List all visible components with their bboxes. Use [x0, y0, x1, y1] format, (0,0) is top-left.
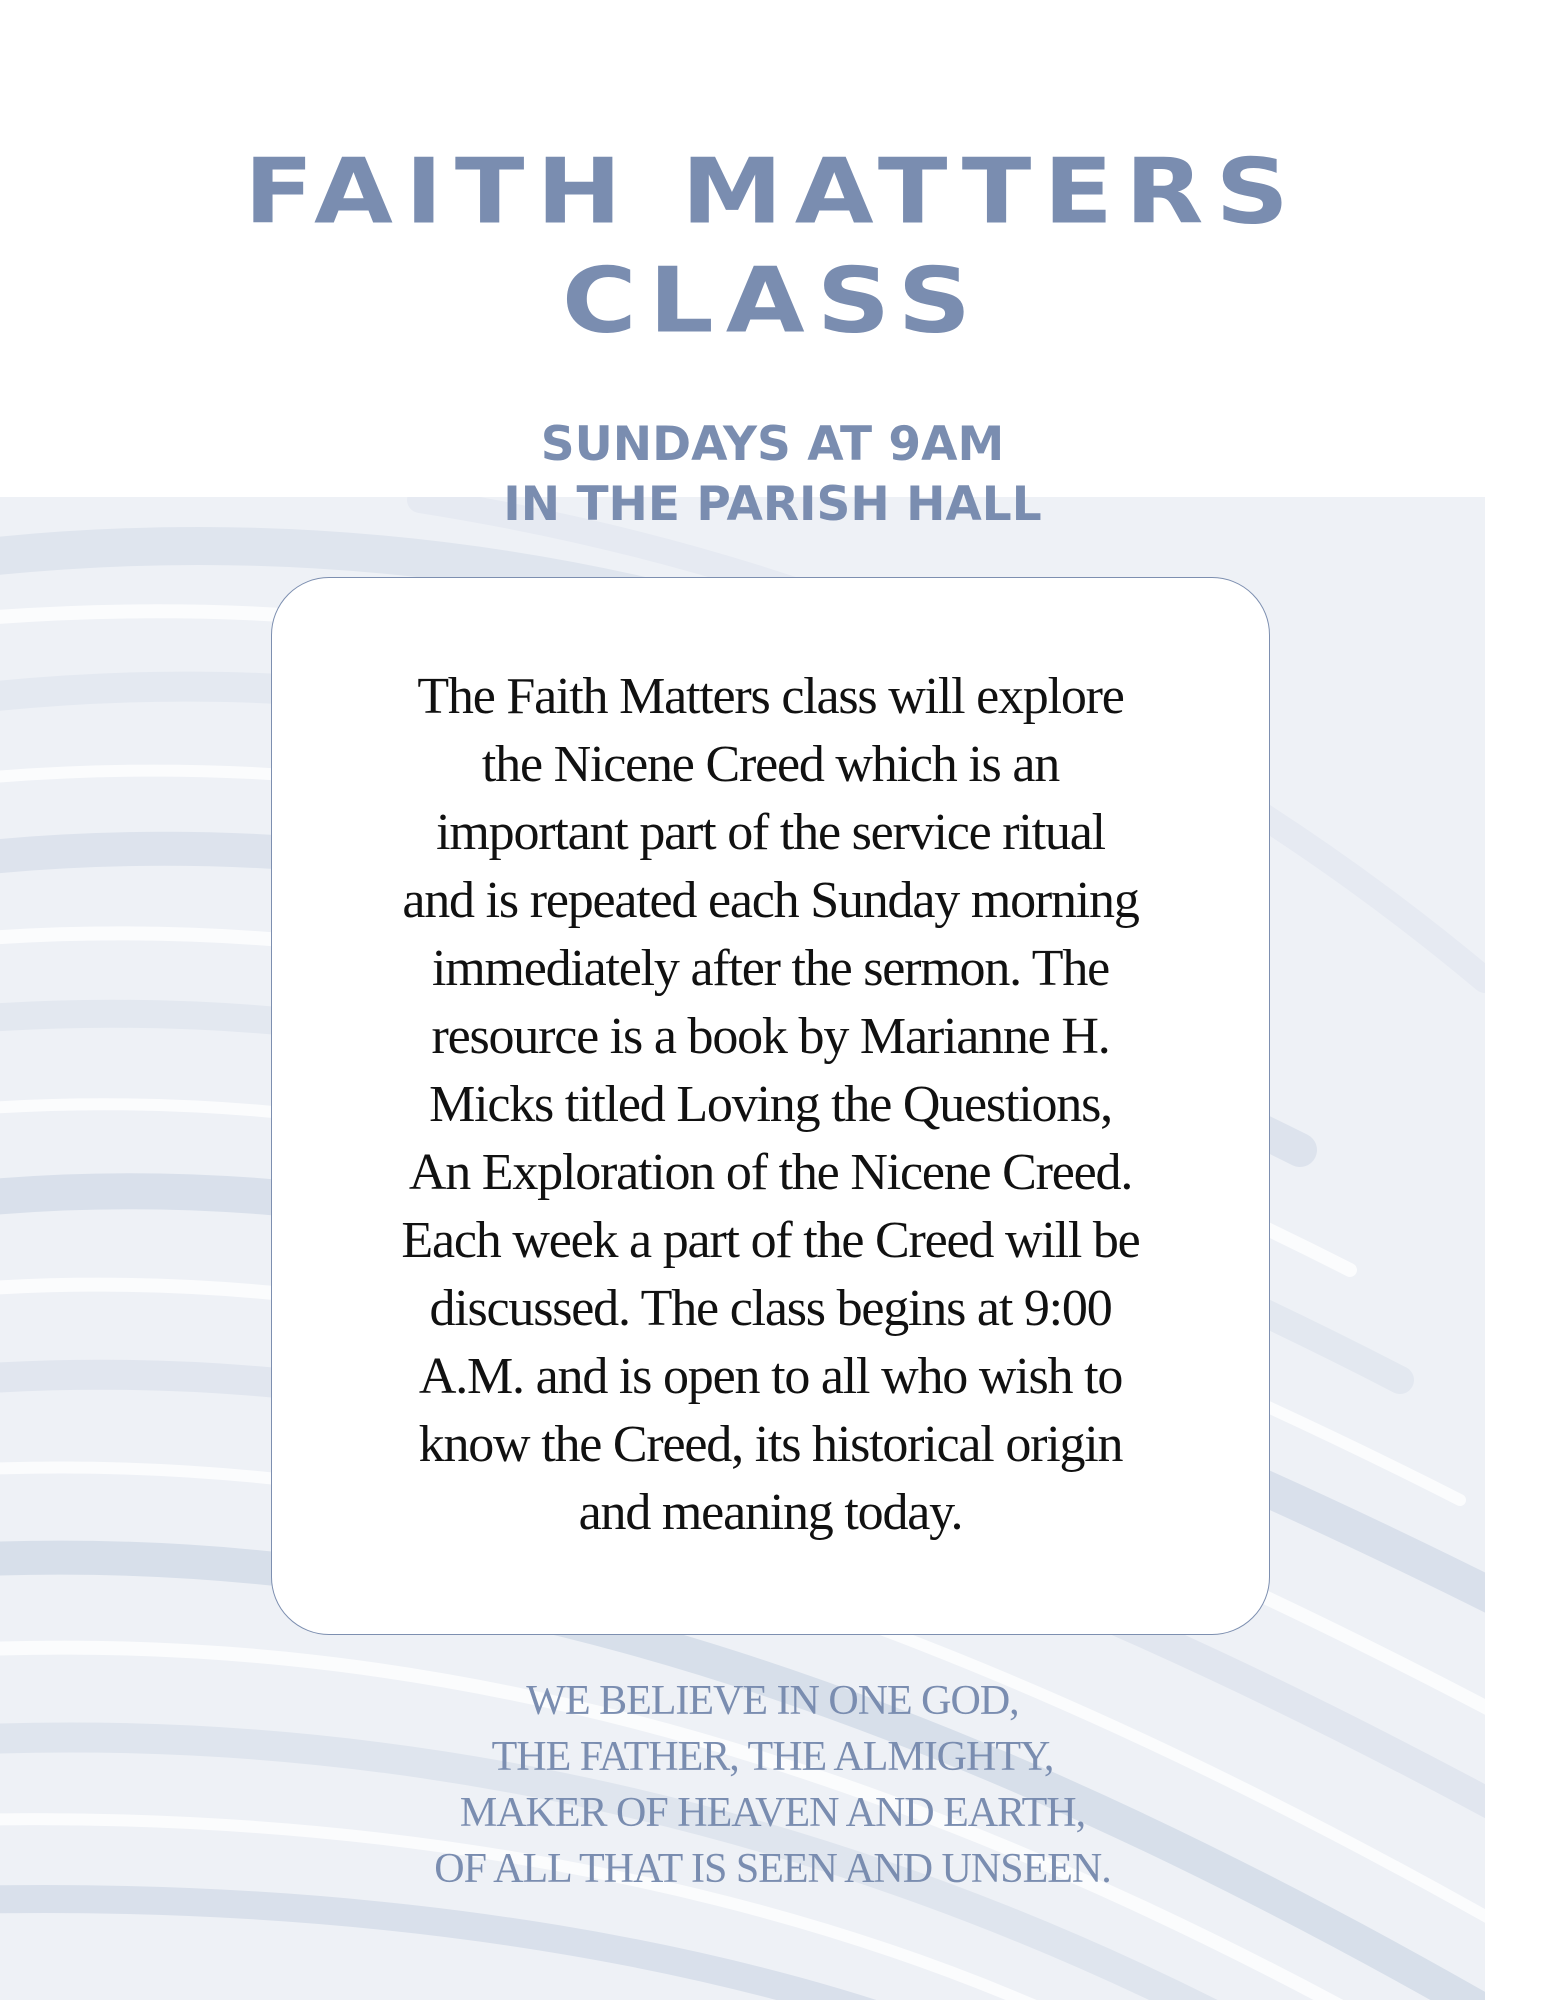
creed-line: THE FATHER, THE ALMIGHTY,	[491, 1734, 1054, 1780]
title-line-1: FAITH MATTERS	[243, 139, 1302, 245]
subtitle-line-2: IN THE PARISH HALL	[503, 477, 1042, 532]
description-line: and is repeated each Sunday morning	[402, 872, 1139, 929]
subtitle-line-1: SUNDAYS AT 9AM	[540, 417, 1005, 472]
description-line: A.M. and is open to all who wish to	[418, 1348, 1123, 1405]
description-line: resource is a book by Marianne H.	[431, 1008, 1110, 1065]
description-line: immediately after the sermon. The	[431, 940, 1110, 997]
description-text	[272, 663, 1269, 1547]
description-line: know the Creed, its historical origin	[418, 1416, 1123, 1473]
creed-line: OF ALL THAT IS SEEN AND UNSEEN.	[434, 1846, 1111, 1892]
title-line-2: CLASS	[561, 248, 984, 354]
creed-quote	[0, 1673, 1545, 1897]
description-line: and meaning today.	[578, 1484, 963, 1541]
description-line: An Exploration of the Nicene Creed.	[408, 1144, 1133, 1201]
description-line: discussed. The class begins at 9:00	[429, 1280, 1112, 1337]
creed-line: MAKER OF HEAVEN AND EARTH,	[459, 1790, 1086, 1836]
description-line: The Faith Matters class will explore	[417, 668, 1124, 725]
description-card	[271, 577, 1270, 1635]
description-line: Micks titled Loving the Questions,	[429, 1076, 1112, 1133]
description-line: the Nicene Creed which is an	[481, 736, 1060, 793]
description-line: Each week a part of the Creed will be	[401, 1212, 1140, 1269]
description-line: important part of the service ritual	[436, 804, 1105, 861]
schedule-subtitle	[0, 415, 1545, 535]
page-title	[0, 138, 1545, 356]
creed-line: WE BELIEVE IN ONE GOD,	[526, 1678, 1019, 1724]
